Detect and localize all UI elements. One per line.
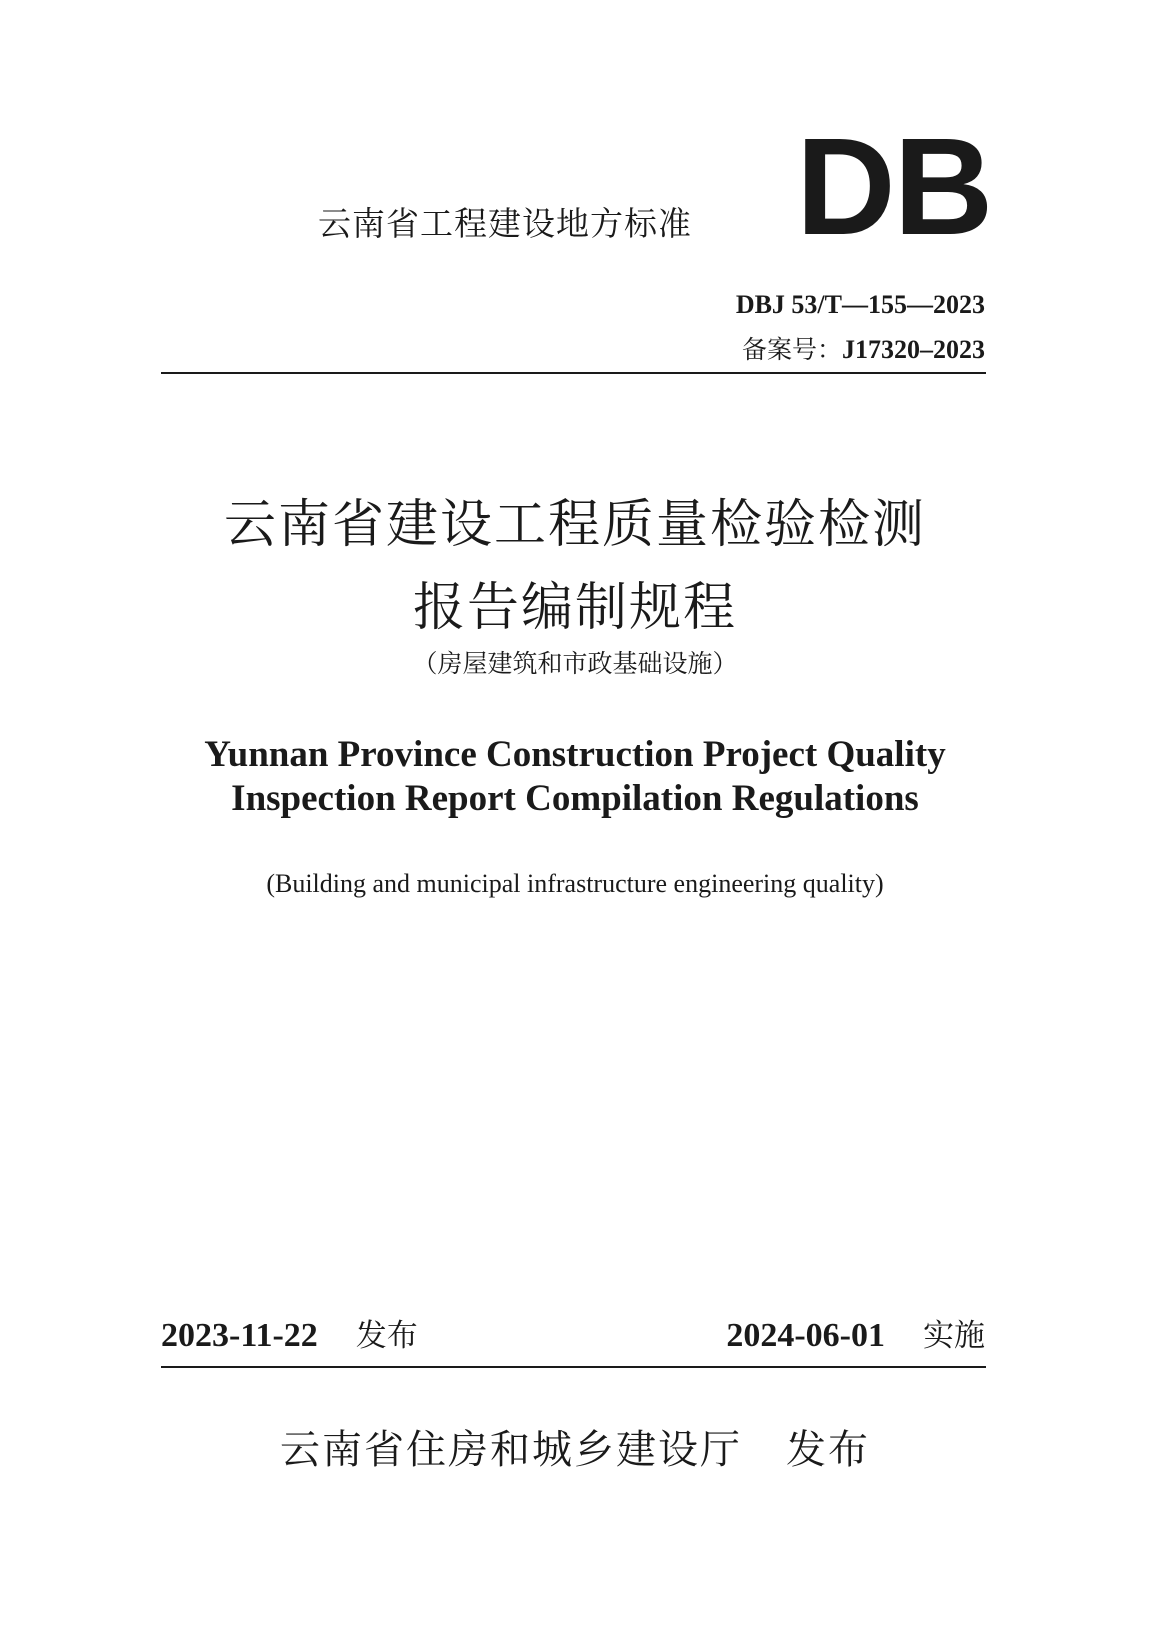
effective-label: 实施 [923, 1318, 985, 1354]
publisher-line [0, 1418, 1150, 1475]
subtitle-zh: （房屋建筑和市政基础设施） [412, 649, 738, 678]
record-label: 备案号： [741, 335, 842, 364]
standard-category: 云南省工程建设地方标准 [318, 204, 692, 243]
title-en-line1: Yunnan Province Construction Project Quality [204, 734, 946, 775]
db-mark: DB [796, 110, 992, 264]
effective-date: 2024-06-01 [726, 1317, 885, 1354]
issue-label: 发布 [355, 1318, 418, 1354]
record-number: J17320–2023 [842, 335, 985, 364]
header-divider [161, 372, 986, 374]
record-number-line [742, 330, 985, 366]
issue-date: 2023-11-22 [161, 1317, 318, 1354]
footer-divider [161, 1366, 986, 1368]
publisher-action: 发布 [786, 1427, 870, 1473]
title-zh-line2: 报告编制规程 [412, 578, 737, 638]
subtitle-en: (Building and municipal infrastructure engineering quality) [266, 869, 884, 898]
title-zh-line1: 云南省建设工程质量检验检测 [223, 495, 926, 555]
issue-date-line [161, 1310, 418, 1355]
title-en-line2: Inspection Report Compilation Regulations [231, 778, 919, 819]
standard-number: DBJ 53/T—155—2023 [735, 290, 985, 319]
publisher-name: 云南省住房和城乡建设厅 [280, 1427, 742, 1473]
effective-date-line [726, 1310, 985, 1355]
